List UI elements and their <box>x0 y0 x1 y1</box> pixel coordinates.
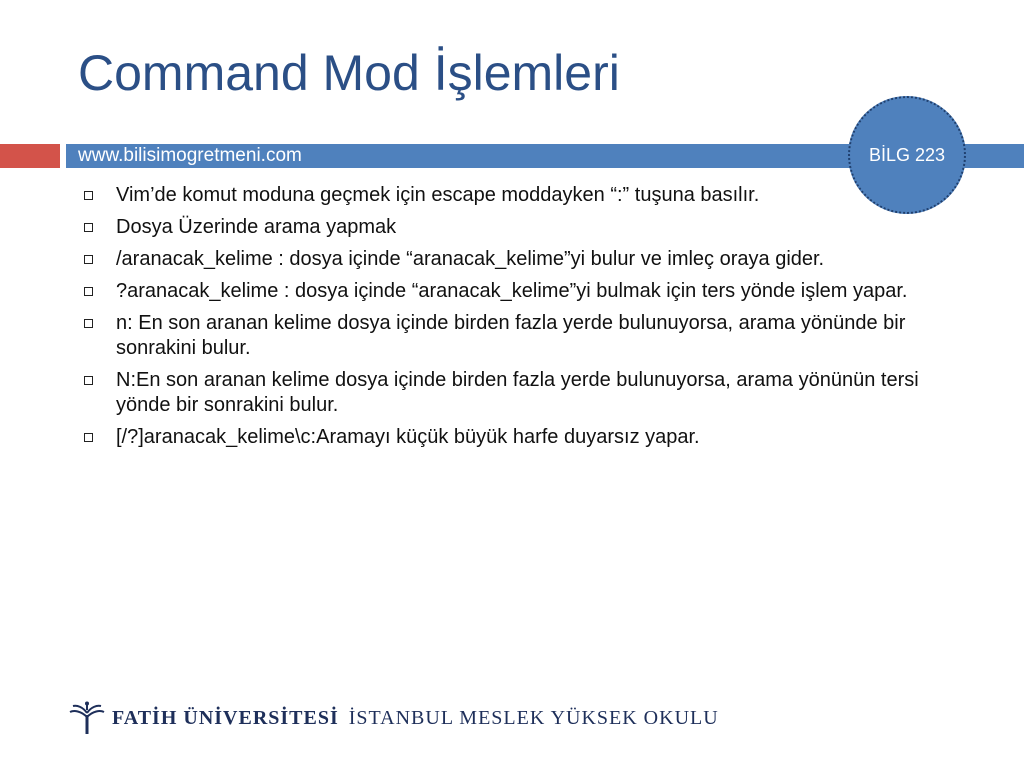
bullet-text: Vim’de komut moduna geçmek için escape moddayken “:” tuşuna basılır. <box>116 184 760 206</box>
bullet-item <box>78 183 978 208</box>
bullet-item <box>78 368 978 418</box>
square-bullet-icon <box>84 287 93 296</box>
square-bullet-icon <box>84 376 93 385</box>
tree-logo-icon <box>68 701 106 735</box>
square-bullet-icon <box>84 255 93 264</box>
footer <box>68 700 719 736</box>
square-bullet-icon <box>84 191 93 200</box>
bullet-item <box>78 279 978 304</box>
bullet-text: ?aranacak_kelime : dosya içinde “aranacak_kelime”yi bulmak için ters yönde işlem yapar. <box>116 280 908 302</box>
square-bullet-icon <box>84 319 93 328</box>
bullet-text: [/?]aranacak_kelime\c:Aramayı küçük büyük harfe duyarsız yapar. <box>116 426 700 448</box>
bullet-item <box>78 425 978 450</box>
square-bullet-icon <box>84 433 93 442</box>
bullet-text: N:En son aranan kelime dosya içinde birden fazla yerde bulunuyorsa, arama yönünün tersi yönde bir sonrakini bulur. <box>116 369 919 416</box>
slide-title: Command Mod İşlemleri <box>78 45 620 101</box>
website-url: www.bilisimogretmeni.com <box>78 145 302 166</box>
square-bullet-icon <box>84 223 93 232</box>
bullet-item <box>78 247 978 272</box>
header-band-accent <box>0 144 60 168</box>
bullet-text: /aranacak_kelime : dosya içinde “aranacak_kelime”yi bulur ve imleç oraya gider. <box>116 248 825 270</box>
bullet-item <box>78 215 978 240</box>
bullet-item <box>78 311 978 361</box>
bullet-list <box>78 183 978 457</box>
course-badge-label: BİLG 223 <box>868 144 946 165</box>
bullet-text: n: En son aranan kelime dosya içinde birden fazla yerde bulunuyorsa, arama yönünde bir sonrakini bulur. <box>116 312 906 359</box>
footer-school-name: İSTANBUL MESLEK YÜKSEK OKULU <box>348 706 719 729</box>
footer-university-name: FATİH ÜNİVERSİTESİ <box>112 706 339 729</box>
bullet-text: Dosya Üzerinde arama yapmak <box>116 216 397 238</box>
